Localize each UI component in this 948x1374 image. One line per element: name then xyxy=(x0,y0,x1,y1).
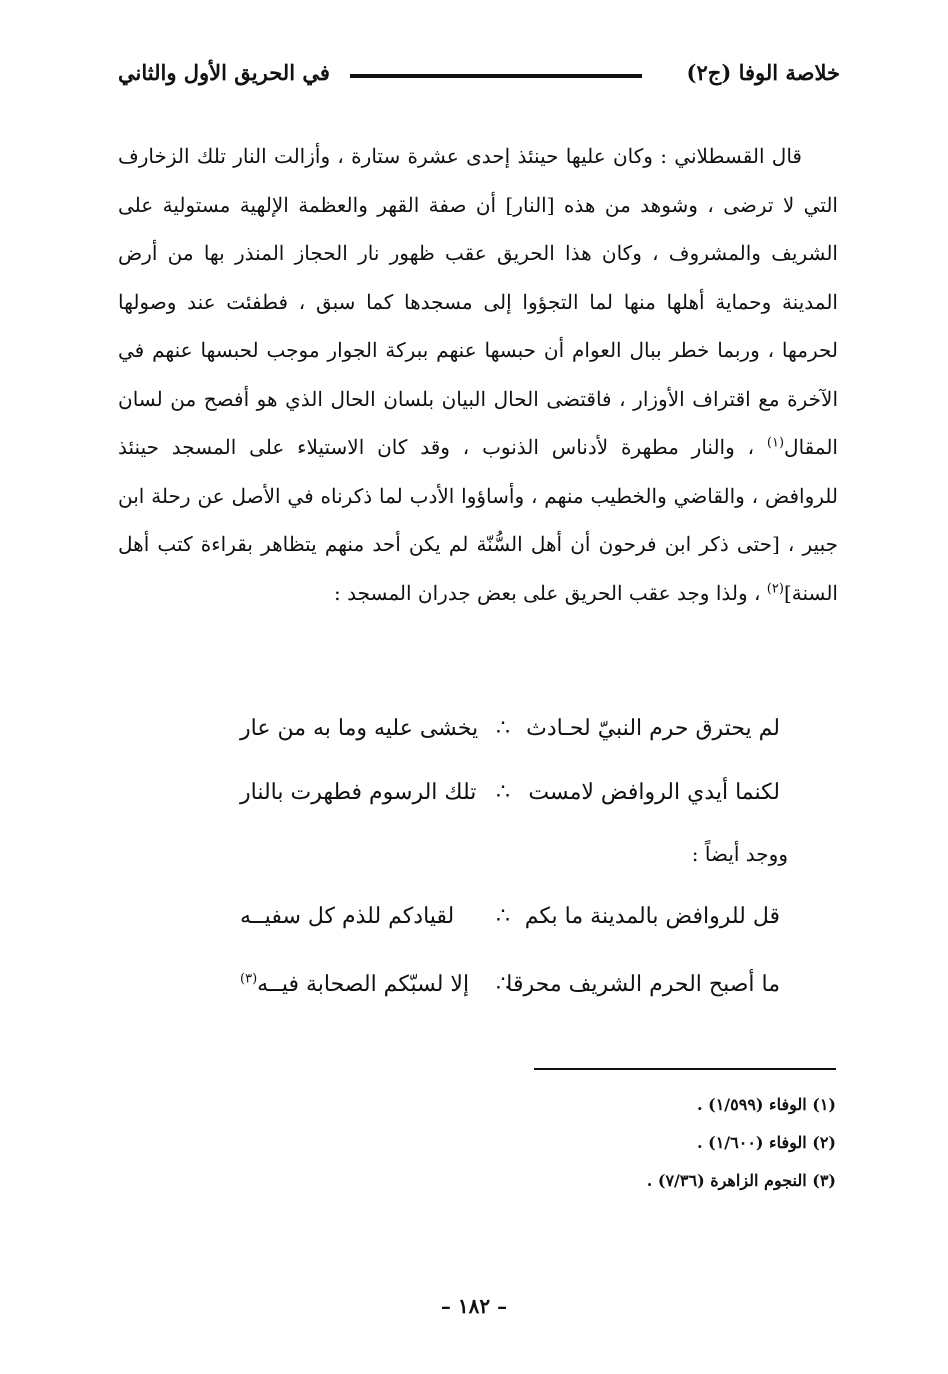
page-number: – ١٨٢ – xyxy=(440,1294,508,1318)
poem-intro: ووجد أيضاً : xyxy=(691,842,788,866)
main-text xyxy=(118,132,838,617)
poem-verse xyxy=(240,972,780,1012)
verse-second-hemistich xyxy=(240,972,469,997)
footnote-marker: (٢) xyxy=(766,580,784,596)
verse-second-hemistich: يخشى عليه وما به من عار xyxy=(240,716,479,741)
paragraph-text: ، والنار مطهرة لأدناس الذنوب ، وقد كان الاستيلاء على المسجد حينئذ للروافض ، والقاضي والخطيب منهم ، وأساؤوا الأدب لما ذكرناه في الأصل عن رحلة ابن جبير ، [حتى ذكر ابن فرحون أن أهل السُّنّة لم يكن أحد منهم يتظاهر بقراءة كتب أهل السنة] xyxy=(118,435,838,605)
footnote: (٢) الوفاء (١/٦٠٠) . xyxy=(696,1133,836,1152)
header-book-title: خلاصة الوفا (ج٢) xyxy=(686,60,840,85)
paragraph-text: ، ولذا وجد عقب الحريق على بعض جدران المسجد : xyxy=(334,580,767,605)
footnote-marker: (١) xyxy=(766,435,785,451)
verse-separator: ∴ xyxy=(496,904,510,929)
verse-separator: ∴ xyxy=(496,716,510,741)
verse-first-hemistich: قل للروافض بالمدينة ما بكم xyxy=(524,904,780,929)
footnote-rule xyxy=(534,1068,836,1070)
verse-separator: ∴ xyxy=(496,780,510,805)
running-header xyxy=(118,60,840,96)
verse-second-hemistich: لقيادكم للذم كل سفيــه xyxy=(240,904,455,929)
verse-first-hemistich: ما أصبح الحرم الشريف محرقا xyxy=(506,972,780,997)
poem-verse xyxy=(240,780,780,820)
verse-second-hemistich: تلك الرسوم فطهرت بالنار xyxy=(240,780,477,805)
verse-first-hemistich: لكنما أيدي الروافض لامست xyxy=(528,780,780,805)
poem-verse xyxy=(240,716,780,756)
hemistich-text: إلا لسبّكم الصحابة فيــه xyxy=(257,972,470,997)
verse-separator: ∴ xyxy=(496,972,510,997)
footnote: (٣) النجوم الزاهرة (٧/٣٦) . xyxy=(646,1171,836,1190)
footnote: (١) الوفاء (١/٥٩٩) . xyxy=(696,1095,836,1114)
poem-verse xyxy=(240,904,780,944)
verse-first-hemistich: لم يحترق حرم النبيّ لحـادث xyxy=(526,716,780,741)
header-rule xyxy=(350,74,642,78)
footnotes xyxy=(647,1086,836,1200)
paragraph-text: قال القسطلاني : وكان عليها حينئذ إحدى عشرة ستارة ، وأزالت النار تلك الزخارف التي لا ترضى ، وشوهد من هذه [النار] أن صفة القهر والعظمة الإلهية مستولية على الشريف والمشروف ، وكان هذا الحريق عقب ظهور نار الحجاز المنذر بها من أرض المدينة وحماية أهلها منها لما التجؤوا إلى مسجدها كما سبق ، فطفئت عند وصولها لحرمها ، وربما خطر ببال العوام أن حبسها عنهم ببركة الجوار موجب لحبسها عنهم في الآخرة مع اقتراف الأوزار ، فاقتضى الحال البيان بلسان الحال الذي هو أفصح من لسان المقال xyxy=(118,144,838,459)
header-section-title: في الحريق الأول والثاني xyxy=(118,60,330,85)
footnote-marker: (٣) xyxy=(240,971,258,987)
paragraph xyxy=(118,132,838,617)
